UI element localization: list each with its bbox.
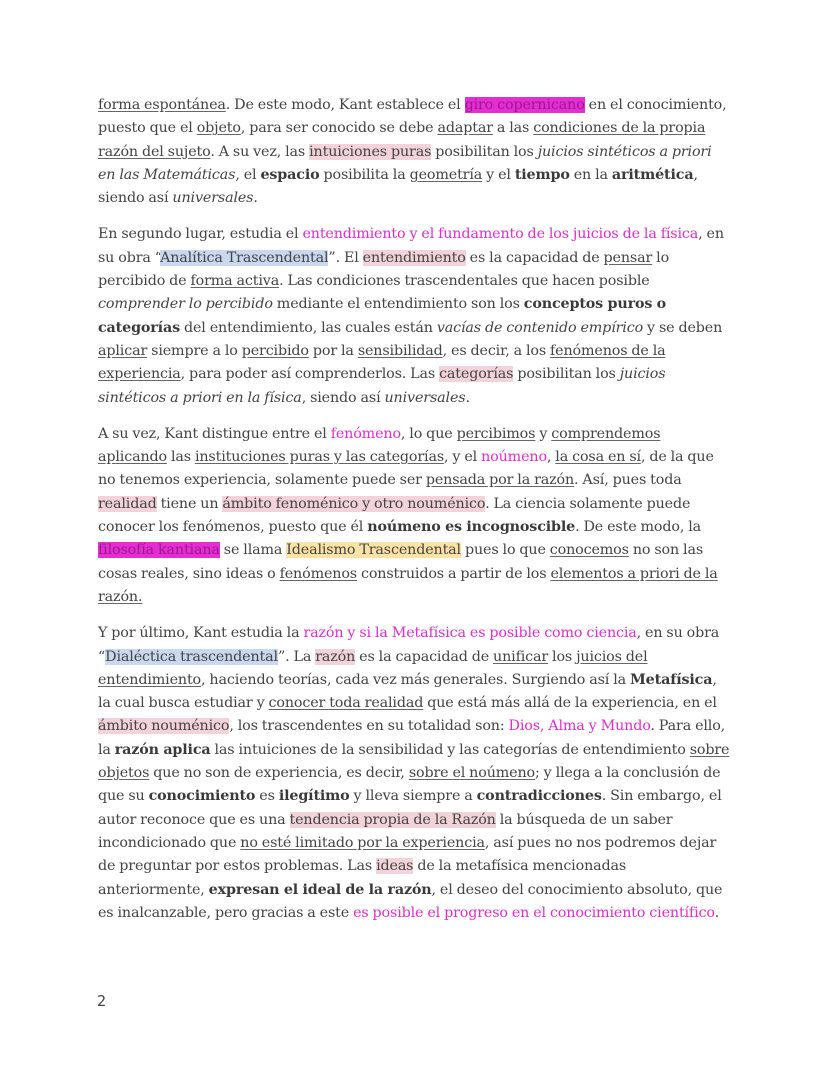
underlined-text: pensar xyxy=(603,249,653,266)
pink-highlight: intuiciones puras xyxy=(309,143,432,160)
pink-highlight: razón xyxy=(315,648,356,665)
blue-highlight: Dialéctica trascendental xyxy=(105,648,278,665)
page-number: 2 xyxy=(97,992,107,1010)
underlined-text: sobre el noúmeno xyxy=(408,765,535,782)
magenta-highlight: giro copernicano xyxy=(464,97,585,113)
paragraph-1: forma espontánea. De este modo, Kant establece el giro copernicano en el conocimiento, puesto que el objeto, para ser conocido se debe adaptar a las condiciones de la propia razón del sujeto. A su vez, las intuiciones puras posibilitan los juicios sintéticos a priori en las Matemáticas, el espacio posibilita la geometría y el tiempo en la aritmética, siendo así universales. xyxy=(98,97,727,207)
italic-text: comprender lo percibido xyxy=(98,296,273,313)
underlined-text: percibido xyxy=(241,342,309,359)
yellow-highlight: Idealismo Trascendental xyxy=(286,542,461,559)
magenta-highlight: filosofía kantiana xyxy=(98,542,220,559)
italic-text: vacías de contenido empírico xyxy=(436,319,644,336)
underlined-text: fenómenos xyxy=(279,565,357,582)
pink-highlight: entendimiento xyxy=(362,249,466,266)
underlined-text: pensada por la razón xyxy=(425,472,575,489)
underlined-text: comprendemos aplicando xyxy=(98,425,661,466)
pink-text: es posible el progreso en el conocimiento científico xyxy=(353,904,715,921)
underlined-text: juicios del entendimiento xyxy=(98,648,648,688)
underlined-text: la cosa en sí xyxy=(555,449,641,466)
paragraph-3: A su vez, Kant distingue entre el fenómeno, lo que percibimos y comprendemos aplicando las instituciones puras y las categorías, y el noúmeno, la cosa en sí, de la que no tenemos experiencia, solamente puede ser pensada por la razón. Así, pues toda realidad tiene un ámbito fenoménico y otro nouménico. La ciencia solamente puede conocer los fenómenos, puesto que él noúmeno es incognoscible. De este modo, la filosofía kantiana se llama Idealismo Trascendental pues lo que conocemos no son las cosas reales, sino ideas o fenómenos construidos a partir de los elementos a priori de la razón. xyxy=(98,425,718,605)
underlined-text: adaptar xyxy=(437,120,493,137)
pink-highlight: tendencia propia de la Razón xyxy=(289,811,496,828)
underlined-text: fenómenos de la experiencia xyxy=(98,342,666,383)
bold-text: espacio xyxy=(260,166,320,183)
underlined-text: sobre objetos xyxy=(98,741,730,782)
underlined-text: conocer toda realidad xyxy=(268,695,424,712)
underlined-text: condiciones de la propia razón del sujeto xyxy=(98,120,706,160)
underlined-text: forma activa xyxy=(190,273,280,290)
underlined-text: conocemos xyxy=(549,542,629,559)
italic-text: juicios sintéticos a priori en la física xyxy=(98,366,666,406)
underlined-text: aplicar xyxy=(98,342,148,359)
bold-text: contradicciones xyxy=(476,788,602,805)
underlined-text: geometría xyxy=(409,166,483,183)
underlined-text: forma espontánea xyxy=(98,97,226,113)
pink-text: noúmeno xyxy=(481,449,547,466)
italic-text: universales xyxy=(384,389,466,406)
underlined-text: unificar xyxy=(493,648,549,665)
pink-highlight: categorías xyxy=(439,366,514,383)
pink-highlight: ámbito nouménico xyxy=(98,718,230,735)
bold-text: conceptos puros o categorías xyxy=(98,296,667,336)
paragraph-4: Y por último, Kant estudia la razón y si la Metafísica es posible como ciencia, en su obra “Dialéctica trascendental”. La razón es la capacidad de unificar los juicios del entendimiento, haciendo teorías, cada vez más generales. Surgiendo así la Metafísica, la cual busca estudiar y conocer toda realidad que está más allá de la experiencia, en el ámbito nouménico, los trascendentes en su totalidad son: Dios, Alma y Mundo. Para ello, la razón aplica las intuiciones de la sensibilidad y las categorías de entendimiento sobre objetos que no son de experiencia, es decir, sobre el noúmeno; y llega a la conclusión de que su conocimiento es ilegítimo y lleva siempre a contradicciones. Sin embargo, el autor reconoce que es una tendencia propia de la Razón la búsqueda de un saber incondicionado que no esté limitado por la experiencia, así pues no nos podremos dejar de preguntar por estos problemas. Las ideas de la metafísica mencionadas anteriormente, expresan el ideal de la razón, el deseo del conocimiento absoluto, que es inalcanzable, pero gracias a este es posible el progreso en el conocimiento científico. xyxy=(98,625,730,921)
bold-text: aritmética xyxy=(611,166,694,183)
underlined-text: objeto xyxy=(196,120,241,137)
underlined-text: no esté limitado por la experiencia xyxy=(240,834,485,851)
italic-text: juicios sintéticos a priori en las Matemáticas xyxy=(98,143,712,183)
italic-text: universales xyxy=(172,190,254,207)
underlined-text: sensibilidad xyxy=(357,342,443,359)
paragraph-2: En segundo lugar, estudia el entendimiento y el fundamento de los juicios de la física, en su obra “Analítica Trascendental”. El entendimiento es la capacidad de pensar lo percibido de forma activa. Las condiciones trascendentales que hacen posible comprender lo percibido mediante el entendimiento son los conceptos puros o categorías del entendimiento, las cuales están vacías de contenido empírico y se deben aplicar siempre a lo percibido por la sensibilidad, es decir, a los fenómenos de la experiencia, para poder así comprenderlos. Las categorías posibilitan los juicios sintéticos a priori en la física, siendo así universales. xyxy=(98,226,724,406)
pink-text: Dios, Alma y Mundo xyxy=(508,718,651,735)
underlined-text: percibimos xyxy=(456,425,536,442)
bold-text: ilegítimo xyxy=(278,788,350,805)
bold-text: razón aplica xyxy=(114,741,211,758)
pink-text: fenómeno xyxy=(330,425,401,442)
bold-text: tiempo xyxy=(514,166,570,183)
bold-text: noúmeno es incognoscible xyxy=(367,519,576,536)
bold-text: expresan el ideal de la razón xyxy=(208,881,432,898)
pink-highlight: realidad xyxy=(98,495,157,512)
pink-text: razón y si la Metafísica es posible como ciencia xyxy=(303,625,637,642)
pink-text: entendimiento y el fundamento de los juicios de la física xyxy=(302,226,699,243)
pink-highlight: ámbito fenoménico y otro nouménico xyxy=(222,495,486,512)
bold-text: conocimiento xyxy=(148,788,256,805)
blue-highlight: Analítica Trascendental xyxy=(160,249,329,266)
bold-text: Metafísica xyxy=(630,671,713,688)
pink-highlight: ideas xyxy=(376,858,414,875)
underlined-text: instituciones puras y las categorías xyxy=(194,449,445,466)
underlined-text: elementos a priori de la razón. xyxy=(98,565,718,605)
